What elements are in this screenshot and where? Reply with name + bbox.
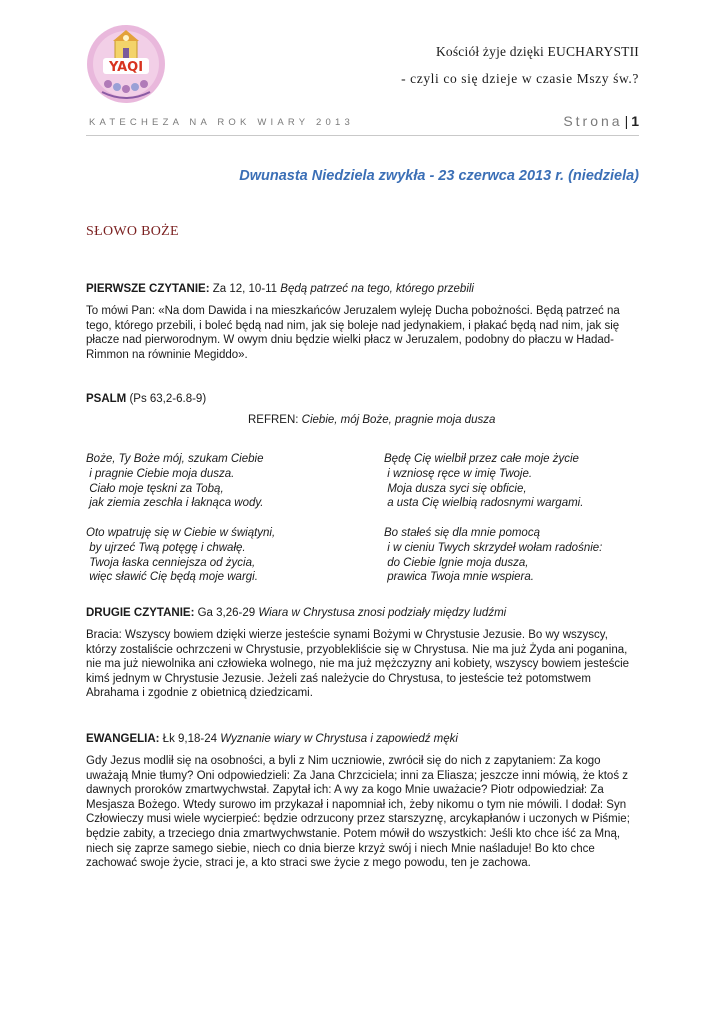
header-band	[86, 113, 639, 136]
psalm-ref: (Ps 63,2-6.8-9)	[126, 393, 207, 405]
catechesis-label: KATECHEZA NA ROK WIARY 2013	[89, 117, 354, 128]
gospel-ref: Łk 9,18-24	[159, 733, 221, 745]
psalm-line: a usta Cię wielbią radosnymi wargami.	[384, 497, 584, 510]
logo-text: YAQI	[108, 60, 144, 75]
psalm-line: i wzniosę ręce w imię Twoje.	[384, 467, 533, 480]
reading2-ref: Ga 3,26-29	[194, 607, 259, 619]
reading1-text: To mówi Pan: «Na dom Dawida i na mieszkańców Jeruzalem wyleję Ducha pobożności. Będą patrzeć na tego, którego przebili, i boleć będą nad nim, jak się boleje nad jedynakiem, i płakać będą nad nim, jak się płacze nad pierworodnym. W owym dniu będzie wielki płacz w Jeruzalem, podobny do płaczu w Hadad-Rimmon na równinie Megiddo».	[86, 305, 620, 361]
reading1-label: PIERWSZE CZYTANIE:	[86, 283, 210, 295]
reading1-heading	[86, 282, 641, 297]
reading1-title: Będą patrzeć na tego, którego przebili	[280, 283, 474, 295]
reading2-title: Wiara w Chrystusa znosi podziały między ludźmi	[258, 607, 507, 619]
psalm-left-column	[86, 452, 275, 585]
reading1-ref: Za 12, 10-11	[209, 283, 281, 295]
psalm-refrain	[248, 414, 495, 426]
reading2-text: Bracia: Wszyscy bowiem dzięki wierze jesteście synami Bożymi w Chrystusie Jezusie. Bo wy wszyscy, którzy zostaliście ochrzczeni w Chrystusie, przyoblekliście się w Chrystusa. Nie ma już Żyda ani poganina, nie ma już niewolnika ani człowieka wolnego, nie ma już mężczyzny ani kobiety, wszyscy bowiem jesteście kimś jednym w Chrystusie Jezusie. Jeżeli zaś należycie do Chrystusa, to jesteście też potomstwem Abrahama i zgodnie z obietnicą dziedzicami.	[86, 629, 630, 700]
psalm-line: Moja dusza syci się obficie,	[384, 482, 527, 495]
page-separator: |	[624, 113, 629, 129]
psalm-line: prawica Twoja mnie wspiera.	[384, 571, 534, 584]
section-title: SŁOWO BOŻE	[86, 224, 179, 239]
psalm-line: i w cieniu Twych skrzydeł wołam radośnie:	[384, 541, 603, 554]
sunday-date-heading: Dwunasta Niedziela zwykła - 23 czerwca 2013 r. (niedziela)	[239, 168, 639, 184]
psalm-line: Boże, Ty Boże mój, szukam Ciebie	[86, 453, 264, 465]
gospel-label: EWANGELIA:	[86, 733, 160, 745]
header-title: Kościół żyje dzięki EUCHARYSTII	[435, 44, 639, 59]
psalm-label: PSALM	[86, 393, 127, 405]
psalm-line: Będę Cię wielbił przez całe moje życie	[384, 453, 579, 465]
psalm-right-column	[384, 452, 602, 585]
psalm-line: by ujrzeć Twą potęgę i chwałę.	[86, 541, 246, 554]
reading2-label: DRUGIE CZYTANIE:	[86, 607, 195, 619]
church-eucharist-logo	[86, 24, 166, 104]
gospel-text: Gdy Jezus modlił się na osobności, a byli z Nim uczniowie, zwrócił się do nich z zapytaniem: Za kogo uważają Mnie tłumy? Oni odpowiedzieli: Za Jana Chrzciciela; inni za Eliasza; jeszcze inni mówią, że ktoś z dawnych proroków zmartwychwstał. Zapytał ich: A wy za kogo Mnie uważacie? Piotr odpowiedział: Za Mesjasza Bożego. Wtedy surowo im przykazał i napomniał ich, żeby nikomu o tym nie mówili. I dodał: Syn Człowieczy musi wiele wycierpieć: będzie odrzucony przez starszyznę, arcykapłanów i uczonych w Piśmie; będzie zabity, a trzeciego dnia zmartwychwstanie. Potem mówił do wszystkich: Jeśli kto chce iść za Mną, niech się zaprze samego siebie, niech co dnia bierze krzyż swój i niech Mnie naśladuje! Bo kto chce zachować swoje życie, straci je, a kto straci swe życie z mego powodu, ten je zachowa.	[86, 755, 630, 870]
page-number: 1	[631, 113, 639, 129]
page-word: Strona	[563, 113, 623, 129]
page-indicator	[563, 113, 639, 129]
psalm-line: i pragnie Ciebie moja dusza.	[86, 467, 235, 480]
refrain-text: Ciebie, mój Boże, pragnie moja dusza	[301, 414, 496, 426]
gospel-heading	[86, 732, 641, 747]
psalm-line: Oto wpatruję się w Ciebie w świątyni,	[86, 526, 276, 539]
psalm-line: Twoja łaska cenniejsza od życia,	[86, 556, 256, 569]
psalm-line: Bo stałeś się dla mnie pomocą	[384, 526, 540, 539]
psalm-line	[86, 511, 275, 526]
refrain-label: REFREN:	[248, 414, 302, 426]
psalm-line: więc sławić Cię będą moje wargi.	[86, 571, 258, 584]
psalm-line: jak ziemia zeschła i łaknąca wody.	[86, 497, 264, 510]
header-subtitle: - czyli co się dzieje w czasie Mszy św.?	[401, 71, 639, 86]
gospel-title: Wyznanie wiary w Chrystusa i zapowiedź męki	[220, 733, 458, 745]
psalm-line	[384, 511, 602, 526]
reading2-heading	[86, 606, 641, 621]
psalm-heading	[86, 392, 641, 407]
psalm-line: do Ciebie lgnie moja dusza,	[384, 556, 529, 569]
psalm-line: Ciało moje tęskni za Tobą,	[86, 482, 224, 495]
